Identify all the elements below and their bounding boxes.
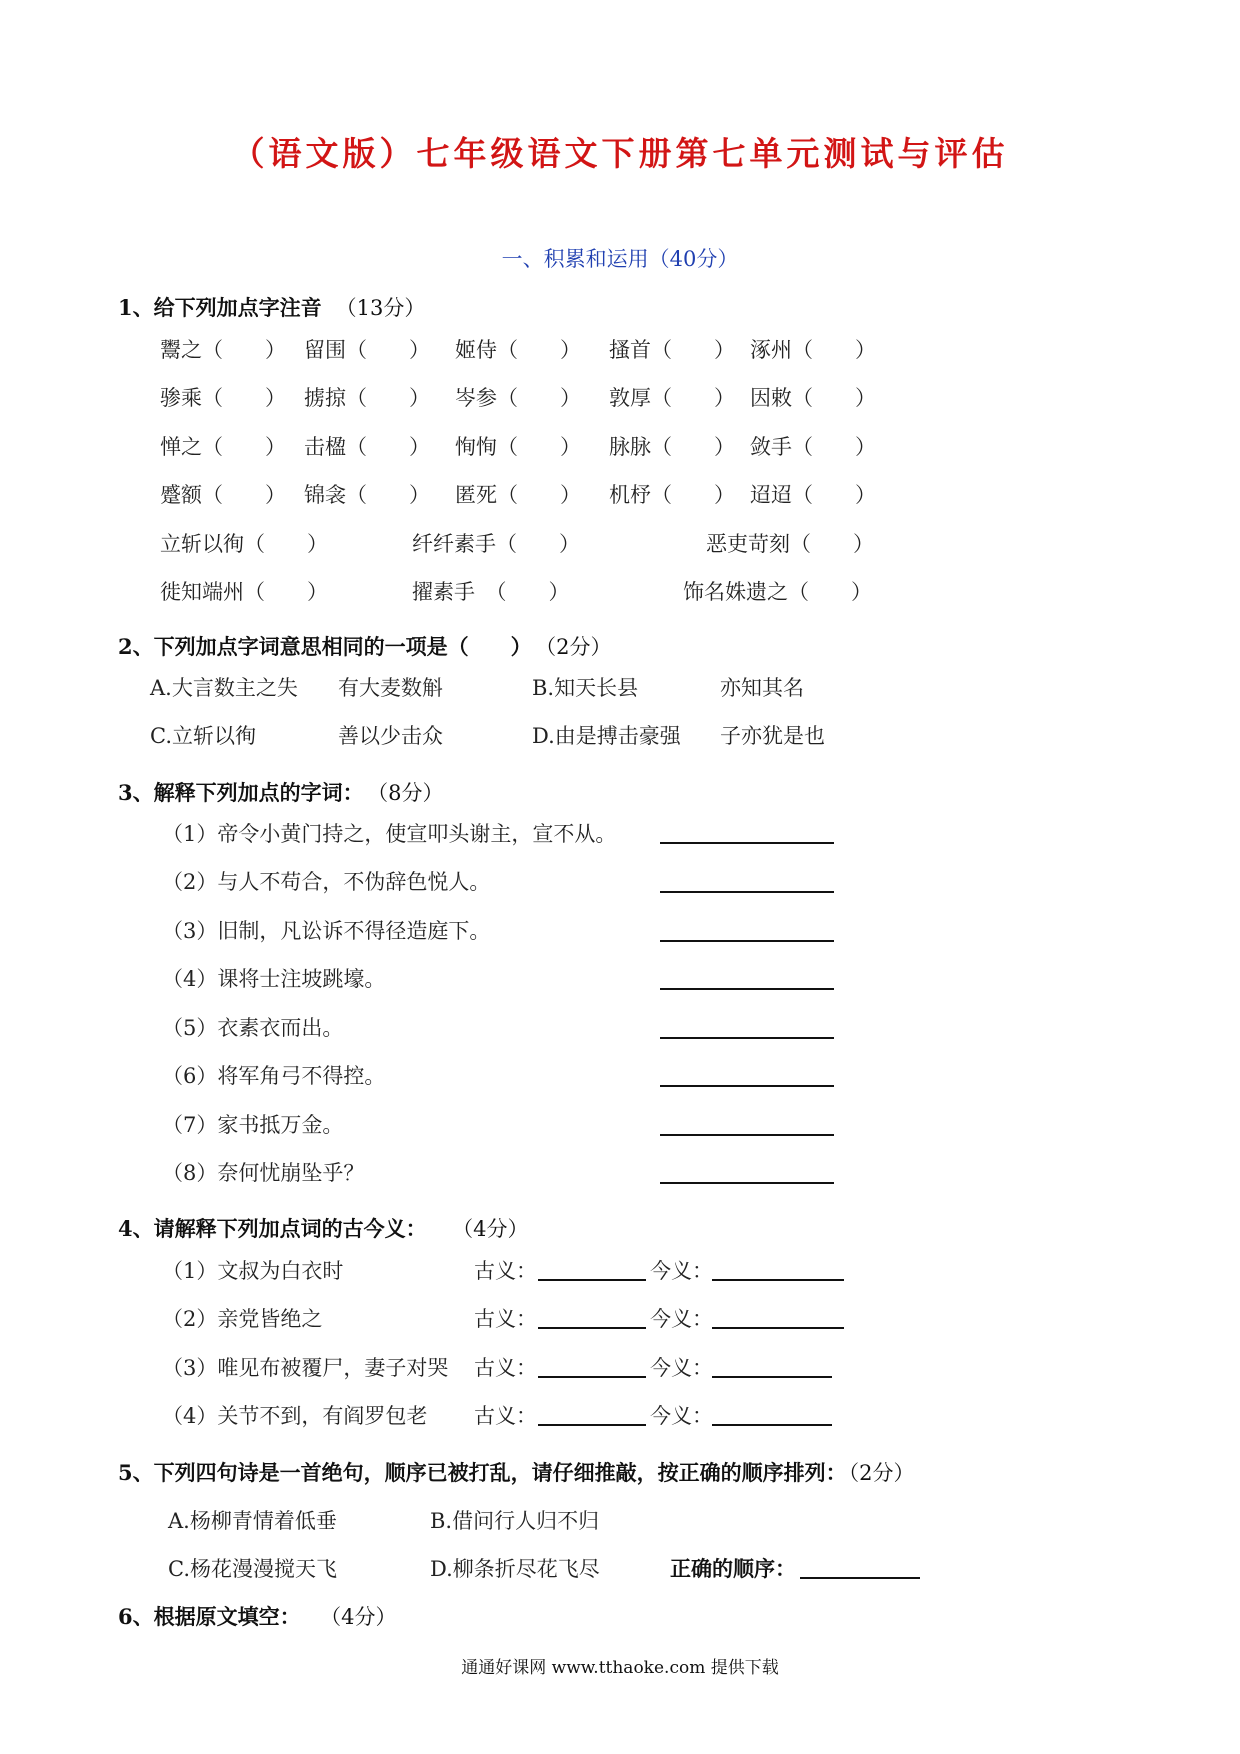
jin-label: 今义： (650, 1307, 713, 1331)
q1-item: 匿死（ ） (455, 483, 581, 507)
q1-item: 惮之（ ） (160, 435, 286, 459)
answer-line[interactable] (660, 842, 834, 844)
q1-item: 迢迢（ ） (750, 483, 876, 507)
q1-item: 蹙额（ ） (160, 483, 286, 507)
q5-heading-text: 5、下列四句诗是一首绝句，顺序已被打乱，请仔细推敲，按正确的顺序排列： (118, 1460, 847, 1485)
q3-item: （4）课将士注坡跳壕。 (162, 967, 386, 991)
q1-item: 徙知端州（ ） (160, 580, 328, 604)
q1-item: 恶吏苛刻（ ） (706, 532, 874, 556)
gu-label: 古义： (474, 1259, 537, 1283)
q6-heading (118, 1601, 397, 1631)
q3-heading (118, 777, 444, 807)
q1-item: 机杼（ ） (609, 483, 735, 507)
q4-heading-text: 4、请解释下列加点词的古今义： (118, 1216, 427, 1241)
q4-item: （2）亲党皆绝之 (162, 1307, 323, 1331)
gu-answer-line[interactable] (538, 1424, 646, 1426)
jin-label: 今义： (650, 1259, 713, 1283)
q5-option: B.借问行人归不归 (430, 1509, 600, 1533)
order-label: 正确的顺序： (670, 1556, 796, 1581)
answer-line[interactable] (660, 1085, 834, 1087)
q5-option: C.杨花漫漫搅天飞 (168, 1557, 337, 1581)
q1-item: 敛手（ ） (750, 435, 876, 459)
q3-heading-text: 3、解释下列加点的字词： (118, 780, 364, 805)
q1-item: 击楹（ ） (304, 435, 430, 459)
document-title: （语文版）七年级语文下册第七单元测试与评估 (231, 134, 1009, 173)
q3-item: （1）帝令小黄门持之，使宣叩头谢主，宣不从。 (162, 822, 617, 846)
q2-heading (118, 631, 612, 661)
q1-item: 饰名姝遗之（ ） (683, 580, 872, 604)
jin-answer-line[interactable] (712, 1327, 844, 1329)
q4-item: （3）唯见布被覆尸，妻子对哭 (162, 1356, 449, 1380)
q1-item: 擢素手 （ ） (412, 580, 570, 604)
q1-item: 因敕（ ） (750, 386, 876, 410)
q6-points: （4分） (330, 1605, 397, 1629)
q1-item: 鬻之（ ） (160, 338, 286, 362)
q3-item: （2）与人不苟合，不伪辞色悦人。 (162, 870, 491, 894)
q1-item: 岑参（ ） (455, 386, 581, 410)
q1-item: 姬侍（ ） (455, 338, 581, 362)
answer-line[interactable] (660, 988, 834, 990)
q1-item: 立斩以徇（ ） (160, 532, 328, 556)
q4-item: （1）文叔为白衣时 (162, 1259, 344, 1283)
answer-line[interactable] (660, 1182, 834, 1184)
q4-item: （4）关节不到，有阎罗包老 (162, 1404, 428, 1428)
answer-line[interactable] (660, 1134, 834, 1136)
q1-item: 涿州（ ） (750, 338, 876, 362)
q3-item: （3）旧制，凡讼诉不得径造庭下。 (162, 919, 491, 943)
q1-points: （13分） (335, 296, 426, 320)
q1-item: 骖乘（ ） (160, 386, 286, 410)
gu-label: 古义： (474, 1307, 537, 1331)
answer-line[interactable] (660, 940, 834, 942)
page-footer: 通通好课网 www.tthaoke.com 提供下载 (461, 1658, 779, 1678)
q4-points: （4分） (462, 1217, 529, 1241)
jin-answer-line[interactable] (712, 1279, 844, 1281)
q1-item: 恂恂（ ） (455, 435, 581, 459)
q2-option: 亦知其名 (720, 676, 804, 700)
q1-item: 脉脉（ ） (609, 435, 735, 459)
q1-heading (118, 292, 425, 322)
jin-answer-line[interactable] (712, 1424, 832, 1426)
q1-item: 掳掠（ ） (304, 386, 430, 410)
q3-item: （6）将军角弓不得控。 (162, 1064, 386, 1088)
q2-heading-text: 2、下列加点字词意思相同的一项是（ ） (118, 634, 532, 659)
gu-answer-line[interactable] (538, 1327, 646, 1329)
q1-item: 锦衾（ ） (304, 483, 430, 507)
gu-label: 古义： (474, 1404, 537, 1428)
jin-answer-line[interactable] (712, 1376, 832, 1378)
q3-points: （8分） (377, 781, 444, 805)
q5-heading (118, 1457, 914, 1487)
order-answer-line[interactable] (800, 1577, 920, 1579)
gu-label: 古义： (474, 1356, 537, 1380)
q1-item: 纤纤素手（ ） (412, 532, 580, 556)
q2-option: C.立斩以徇 (150, 724, 256, 748)
gu-answer-line[interactable] (538, 1279, 646, 1281)
q2-option: 子亦犹是也 (720, 724, 825, 748)
q3-item: （5）衣素衣而出。 (162, 1016, 344, 1040)
q6-heading-text: 6、根据原文填空： (118, 1604, 301, 1629)
section-heading: 一、积累和运用（40分） (501, 247, 739, 271)
q4-heading (118, 1213, 529, 1243)
q1-item: 搔首（ ） (609, 338, 735, 362)
q2-option: B.知天长县 (532, 676, 639, 700)
q2-option: A.大言数主之失 (150, 676, 298, 700)
q1-heading-text: 1、给下列加点字注音 (118, 295, 322, 320)
q1-item: 留围（ ） (304, 338, 430, 362)
q5-option: A.杨柳青情着低垂 (168, 1509, 337, 1533)
q2-option: D.由是搏击豪强 (532, 724, 681, 748)
gu-answer-line[interactable] (538, 1376, 646, 1378)
q1-item: 敦厚（ ） (609, 386, 735, 410)
q2-points: （2分） (545, 635, 612, 659)
q2-option: 善以少击众 (338, 724, 443, 748)
q5-points: （2分） (848, 1461, 915, 1485)
q3-item: （7）家书抵万金。 (162, 1113, 344, 1137)
q5-option: D.柳条折尽花飞尽 (430, 1557, 600, 1581)
answer-line[interactable] (660, 891, 834, 893)
jin-label: 今义： (650, 1356, 713, 1380)
jin-label: 今义： (650, 1404, 713, 1428)
answer-line[interactable] (660, 1037, 834, 1039)
q3-item: （8）奈何忧崩坠乎？ (162, 1161, 365, 1185)
q2-option: 有大麦数斛 (338, 676, 443, 700)
